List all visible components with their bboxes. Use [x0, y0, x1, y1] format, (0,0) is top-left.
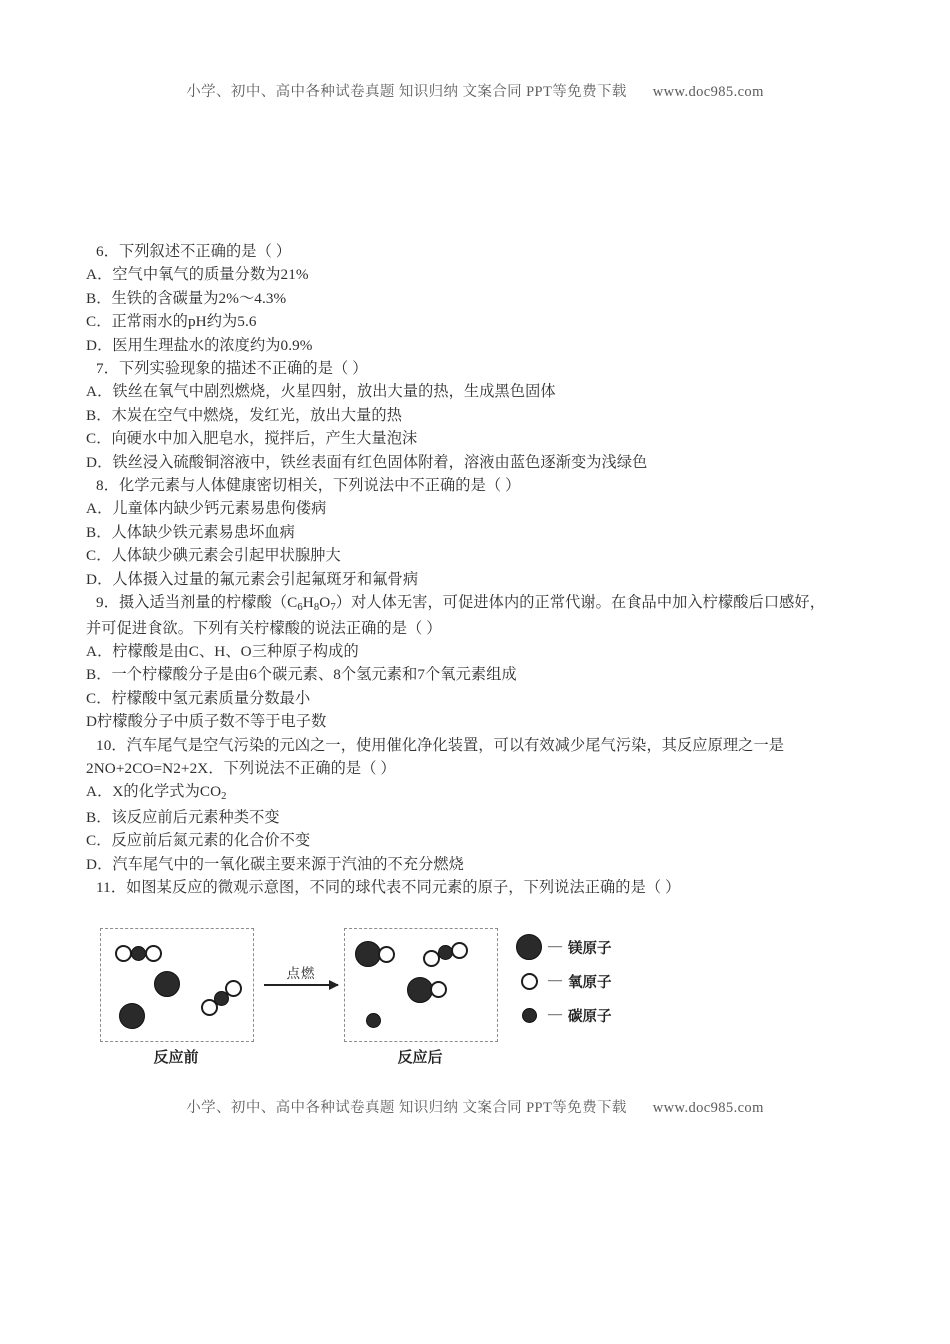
footer-watermark — [0, 1096, 950, 1117]
question-10-stem-line2: 2NO+2CO=N2+2X．下列说法不正确的是（ ） — [86, 759, 396, 777]
question-8-option-d: D．人体摄入过量的氟元素会引起氟斑牙和氟骨病 — [86, 570, 419, 588]
question-10-option-d: D．汽车尾气中的一氧化碳主要来源于汽油的不充分燃烧 — [86, 855, 464, 873]
magnesium-atom-icon — [514, 934, 544, 960]
questions-container — [84, 240, 884, 899]
legend-item-carbon — [514, 998, 664, 1032]
header-watermark-text: 小学、初中、高中各种试卷真题 知识归纳 文案合同 PPT等免费下载 — [186, 84, 627, 100]
legend-item-oxygen — [514, 964, 664, 998]
footer-watermark-text: 小学、初中、高中各种试卷真题 知识归纳 文案合同 PPT等免费下载 — [186, 1100, 627, 1116]
legend-dash: — — [548, 973, 562, 988]
question-8-option-c: C．人体缺少碘元素会引起甲状腺肿大 — [86, 547, 341, 565]
carbon-atom — [366, 1013, 381, 1028]
question-11-stem: 11．如图某反应的微观示意图，不同的球代表不同元素的原子，下列说法正确的是（ ） — [96, 878, 681, 896]
after-reaction-caption: 反应后 — [397, 1050, 443, 1066]
question-7-stem: 7．下列实验现象的描述不正确的是（ ） — [96, 360, 368, 378]
legend-label-magnesium: 镁原子 — [568, 940, 612, 957]
question-9-stem-text2: H — [302, 594, 314, 612]
after-reaction-box — [344, 928, 498, 1042]
header-watermark — [0, 80, 950, 101]
carbon-atom-icon — [514, 1008, 544, 1023]
question-10-option-a — [84, 780, 884, 805]
reaction-diagram — [100, 928, 660, 1078]
question-9-option-c: C．柠檬酸中氢元素质量分数最小 — [86, 689, 311, 707]
question-7-option-d: D．铁丝浸入硫酸铜溶液中，铁丝表面有红色固体附着，溶液由蓝色逐渐变为浅绿色 — [86, 453, 648, 471]
question-6-option-c: C．正常雨水的pH约为5.6 — [86, 313, 257, 331]
legend-dash: — — [548, 1007, 562, 1022]
question-10-co2-subscript: 2 — [221, 791, 227, 803]
arrow-right-icon — [264, 984, 338, 986]
question-8-option-b: B．人体缺少铁元素易患坏血病 — [86, 523, 295, 541]
magnesium-atom — [119, 1003, 145, 1029]
question-9-stem-text1: 9．摄入适当剂量的柠檬酸（C — [96, 594, 298, 612]
legend-label-carbon: 碳原子 — [568, 1008, 612, 1025]
question-6-option-a: A．空气中氧气的质量分数为21% — [86, 266, 309, 284]
question-9-formula-sub-3: 7 — [330, 602, 336, 614]
question-9-stem-line2: 并可促进食欲。下列有关柠檬酸的说法正确的是（ ） — [86, 619, 442, 637]
reaction-condition-label: 点燃 — [286, 966, 316, 981]
reaction-arrow-group — [260, 962, 342, 986]
diagram-legend — [514, 930, 664, 1032]
legend-item-magnesium — [514, 930, 664, 964]
question-9-formula-sub-2: 8 — [313, 602, 320, 614]
question-8-stem: 8．化学元素与人体健康密切相关，下列说法中不正确的是（ ） — [96, 477, 521, 495]
question-9-stem-text4: ）对人体无害，可促进体内的正常代谢。在食品中加入柠檬酸后口感好， — [335, 594, 825, 612]
carbon-atom — [131, 946, 146, 961]
question-6-stem: 6．下列叙述不正确的是（ ） — [96, 243, 292, 260]
question-10-option-c: C．反应前后氮元素的化合价不变 — [86, 832, 311, 850]
question-10-stem-line1: 10．汽车尾气是空气污染的元凶之一，使用催化净化装置，可以有效减少尾气污染，其反应原理之一是 — [96, 736, 785, 754]
legend-label-oxygen: 氧原子 — [568, 974, 612, 991]
question-7-option-c: C．向硬水中加入肥皂水，搅拌后，产生大量泡沫 — [86, 430, 418, 448]
before-reaction-box — [100, 928, 254, 1042]
question-6-option-b: B．生铁的含碳量为2%～4.3% — [86, 289, 287, 307]
question-9-formula-sub-1: 6 — [297, 602, 303, 614]
question-9-option-a: A．柠檬酸是由C、H、O三种原子构成的 — [86, 642, 359, 660]
question-7-option-a: A．铁丝在氧气中剧烈燃烧，火星四射，放出大量的热，生成黑色固体 — [86, 383, 556, 401]
oxygen-atom — [430, 981, 447, 998]
oxygen-atom — [115, 945, 132, 962]
oxygen-atom-icon — [514, 973, 544, 990]
question-9-stem-line1 — [84, 591, 884, 616]
oxygen-atom — [145, 945, 162, 962]
question-7-option-b: B．木炭在空气中燃烧，发红光，放出大量的热 — [86, 406, 402, 424]
footer-watermark-url: www.doc985.com — [652, 1100, 764, 1116]
question-9-stem-text3: O — [319, 594, 331, 612]
magnesium-atom — [154, 971, 180, 997]
question-10-option-b: B．该反应前后元素种类不变 — [86, 808, 280, 826]
oxygen-atom — [451, 942, 468, 959]
legend-dash: — — [548, 939, 562, 954]
question-6-option-d: D．医用生理盐水的浓度约为0.9% — [86, 336, 313, 354]
oxygen-atom — [378, 946, 395, 963]
question-9-option-d: D柠檬酸分子中质子数不等于电子数 — [86, 713, 327, 731]
question-8-option-a: A．儿童体内缺少钙元素易患佝偻病 — [86, 500, 327, 518]
question-10-option-a-text: A．X的化学式为CO — [86, 783, 222, 801]
oxygen-atom — [225, 980, 242, 997]
before-reaction-caption: 反应前 — [153, 1050, 199, 1066]
header-watermark-url: www.doc985.com — [652, 84, 764, 100]
question-9-option-b: B．一个柠檬酸分子是由6个碳元素、8个氢元素和7个氧元素组成 — [86, 666, 517, 684]
